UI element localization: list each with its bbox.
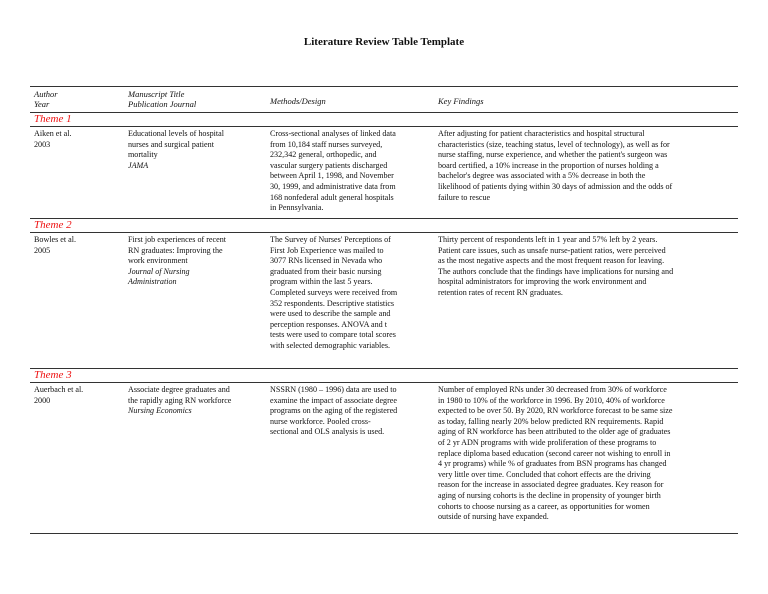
manuscript-cell: Educational levels of hospital nurses and surgical patient mortality JAMA <box>128 129 224 170</box>
theme-rule <box>30 232 738 233</box>
manuscript-cell: Associate degree graduates and the rapidly aging RN workforce Nursing Economics <box>128 385 232 416</box>
author-cell: Bowles et al. 2005 <box>34 235 77 255</box>
findings-cell: Thirty percent of respondents left in 1 year and 57% left by 2 years. Patient care issues, such as unsafe nurse-patient ratios, were perceived as the most negative aspects and the most frequent reason for leaving. The authors conclude that the findings have implications for nursing and hospital administrators for improving the work environment and retention rates of recent RN graduates. <box>438 235 674 297</box>
header-methods: Methods/Design <box>270 96 326 106</box>
header-rule <box>30 112 738 113</box>
row-rule <box>30 218 738 219</box>
methods-cell: The Survey of Nurses' Perceptions of First Job Experience was mailed to 3077 RNs licensed in Nevada who graduated from their basic nursing program within the last 5 years. Completed surveys were received from 352 respondents. Descriptive statistics were used to describe the sample and perception responses. ANOVA and t tests were used to compare total scores with selected demographic variables. <box>270 235 398 350</box>
findings-cell: After adjusting for patient characteristics and hospital structural characteristics (size, teaching status, level of technology), as well as for nurse staffing, nurse experience, and whether the patient's surgeon was board certified, a 10% increase in the proportion of nurses holding a bachelor's degree was associated with a 5% decrease in both the likelihood of patients dying within 30 days of admission and the odds of failure to rescue <box>438 129 673 202</box>
header-manuscript: Manuscript Title Publication Journal <box>128 89 197 109</box>
row-rule <box>30 368 738 369</box>
table-bottom-rule <box>30 533 738 534</box>
theme-label: Theme 2 <box>34 219 72 231</box>
theme-rule <box>30 382 738 383</box>
theme-label: Theme 1 <box>34 113 72 125</box>
methods-cell: NSSRN (1980 – 1996) data are used to examine the impact of associate degree programs on the aging of the registered nurse workforce. Pooled cross- sectional and OLS analysis is used. <box>270 385 398 437</box>
author-cell: Auerbach et al. 2000 <box>34 385 84 405</box>
theme-label: Theme 3 <box>34 369 72 381</box>
header-findings: Key Findings <box>438 96 484 106</box>
methods-cell: Cross-sectional analyses of linked data from 10,184 staff nurses surveyed, 232,342 general, orthopedic, and vascular surgery patients discharged between April 1, 1998, and November 30, 1999, and administrative data from 168 nonfederal adult general hospitals in Pennsylvania. <box>270 129 396 213</box>
manuscript-cell: First job experiences of recent RN graduates: Improving the work environment Journal of Nursing Administration <box>128 235 226 287</box>
theme-rule <box>30 126 738 127</box>
header-author: Author Year <box>34 89 58 109</box>
table-top-rule <box>30 86 738 87</box>
page-title: Literature Review Table Template <box>303 36 465 48</box>
author-cell: Aiken et al. 2003 <box>34 129 72 149</box>
findings-cell: Number of employed RNs under 30 decreased from 30% of workforce in 1980 to 10% of the workforce in 1996. By 2010, 40% of workforce expected to be over 50. By 2020, RN workforce forecast to be same size as today, falling nearly 20% below predicted RN requirements. Rapid aging of RN workforce has been attributed to the older age of graduates of 2 yr ADN programs with wide proliferation of these programs to replace diploma based education (second career not wishing to enroll in 4 yr programs) while % of graduates from BSN programs has changed very little over time. Concluded that cohort effects are the driving reason for the increase in associated degree graduates. Key reason for aging of nursing cohorts is the decline in propensity of younger birth cohorts to choose nursing as a career, as opportunities for women outside of nursing have expanded. <box>438 385 673 522</box>
